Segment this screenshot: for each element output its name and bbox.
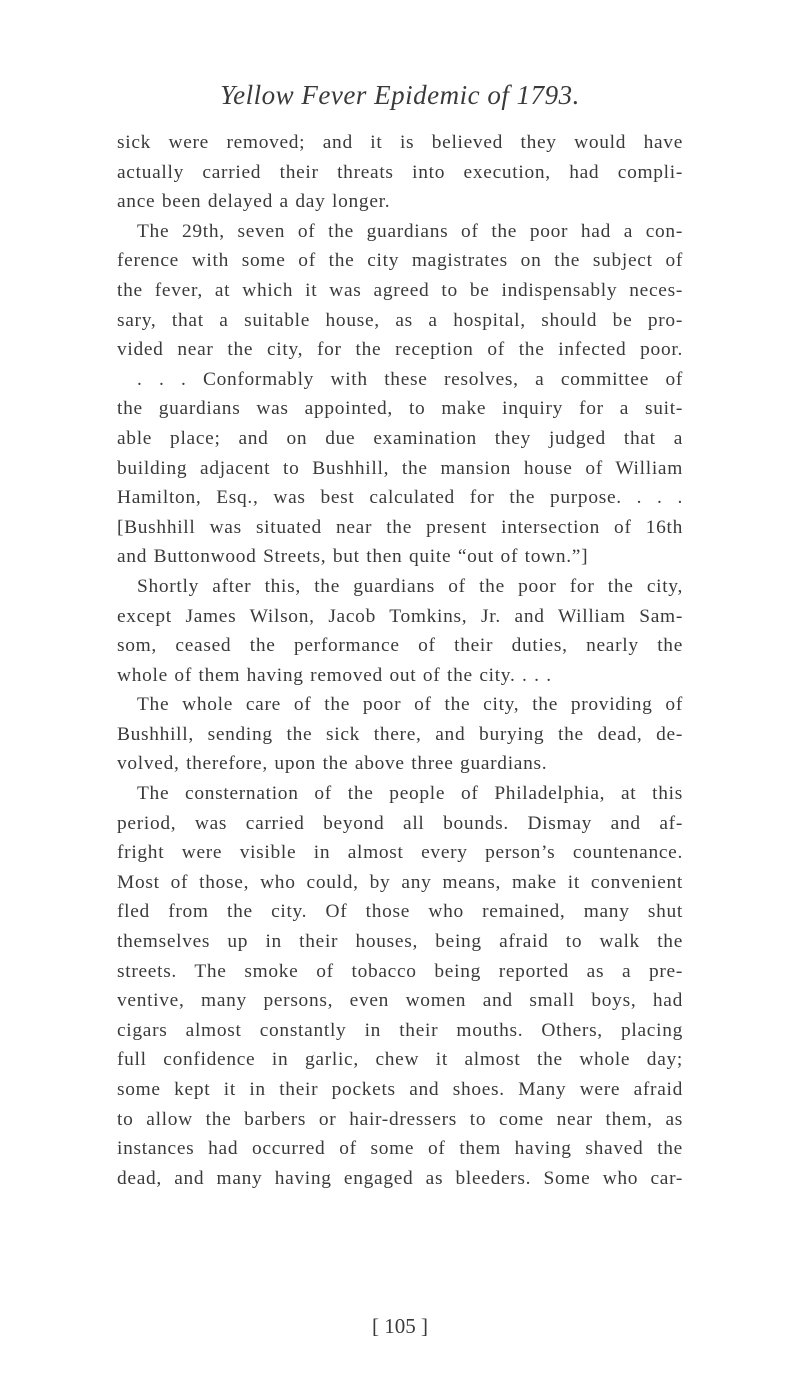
text-line: Bushhill, sending the sick there, and burying the dead, de-	[117, 723, 683, 745]
text-line: volved, therefore, upon the above three guardians.	[117, 753, 548, 775]
text-line: building adjacent to Bushhill, the mansion house of William	[117, 457, 683, 479]
text-line: fled from the city. Of those who remained, many shut	[117, 901, 683, 923]
text-line: themselves up in their houses, being afraid to walk the	[117, 931, 683, 953]
text-line: Hamilton, Esq., was best calculated for the purpose. . . .	[117, 487, 683, 509]
text-line: The consternation of the people of Philadelphia, at this	[137, 783, 683, 805]
page-number: [ 105 ]	[372, 1314, 428, 1338]
text-line: whole of them having removed out of the city. . . .	[117, 664, 552, 686]
text-line: able place; and on due examination they judged that a	[117, 427, 683, 449]
body-text	[117, 128, 683, 1193]
text-line: cigars almost constantly in their mouths. Others, placing	[117, 1019, 683, 1041]
text-line: sick were removed; and it is believed they would have	[117, 132, 683, 153]
text-line: actually carried their threats into execution, had compli-	[117, 161, 683, 183]
text-line: the guardians was appointed, to make inquiry for a suit-	[117, 398, 683, 420]
text-line: [Bushhill was situated near the present intersection of 16th	[117, 516, 683, 538]
text-line: ference with some of the city magistrates on the subject of	[117, 250, 683, 272]
text-line: and Buttonwood Streets, but then quite “out of town.”]	[117, 546, 589, 568]
text-line: Shortly after this, the guardians of the poor for the city,	[137, 575, 683, 597]
text-line: except James Wilson, Jacob Tomkins, Jr. and William Sam-	[117, 605, 683, 627]
text-line: streets. The smoke of tobacco being reported as a pre-	[117, 960, 683, 982]
text-line: sary, that a suitable house, as a hospital, should be pro-	[117, 309, 683, 331]
text-line: ance been delayed a day longer.	[117, 191, 391, 213]
text-line: . . . Conformably with these resolves, a committee of	[137, 368, 683, 390]
text-line: The 29th, seven of the guardians of the poor had a con-	[137, 220, 683, 242]
text-line: Most of those, who could, by any means, make it convenient	[117, 871, 683, 893]
text-line: ventive, many persons, even women and small boys, had	[117, 990, 683, 1012]
text-line: The whole care of the poor of the city, the providing of	[137, 694, 683, 716]
text-line: fright were visible in almost every person’s countenance.	[117, 842, 683, 864]
text-line: dead, and many having engaged as bleeders. Some who car-	[117, 1167, 683, 1189]
text-line: vided near the city, for the reception of the infected poor.	[117, 339, 683, 361]
text-line: som, ceased the performance of their duties, nearly the	[117, 635, 683, 657]
text-line: instances had occurred of some of them having shaved the	[117, 1138, 683, 1160]
text-line: full confidence in garlic, chew it almost the whole day;	[117, 1049, 683, 1071]
running-head: Yellow Fever Epidemic of 1793.	[220, 80, 580, 110]
text-line: the fever, at which it was agreed to be indispensably neces-	[117, 279, 683, 301]
text-line: to allow the barbers or hair-dressers to come near them, as	[117, 1108, 683, 1130]
text-line: some kept it in their pockets and shoes. Many were afraid	[117, 1079, 683, 1100]
text-line: period, was carried beyond all bounds. Dismay and af-	[117, 812, 683, 834]
